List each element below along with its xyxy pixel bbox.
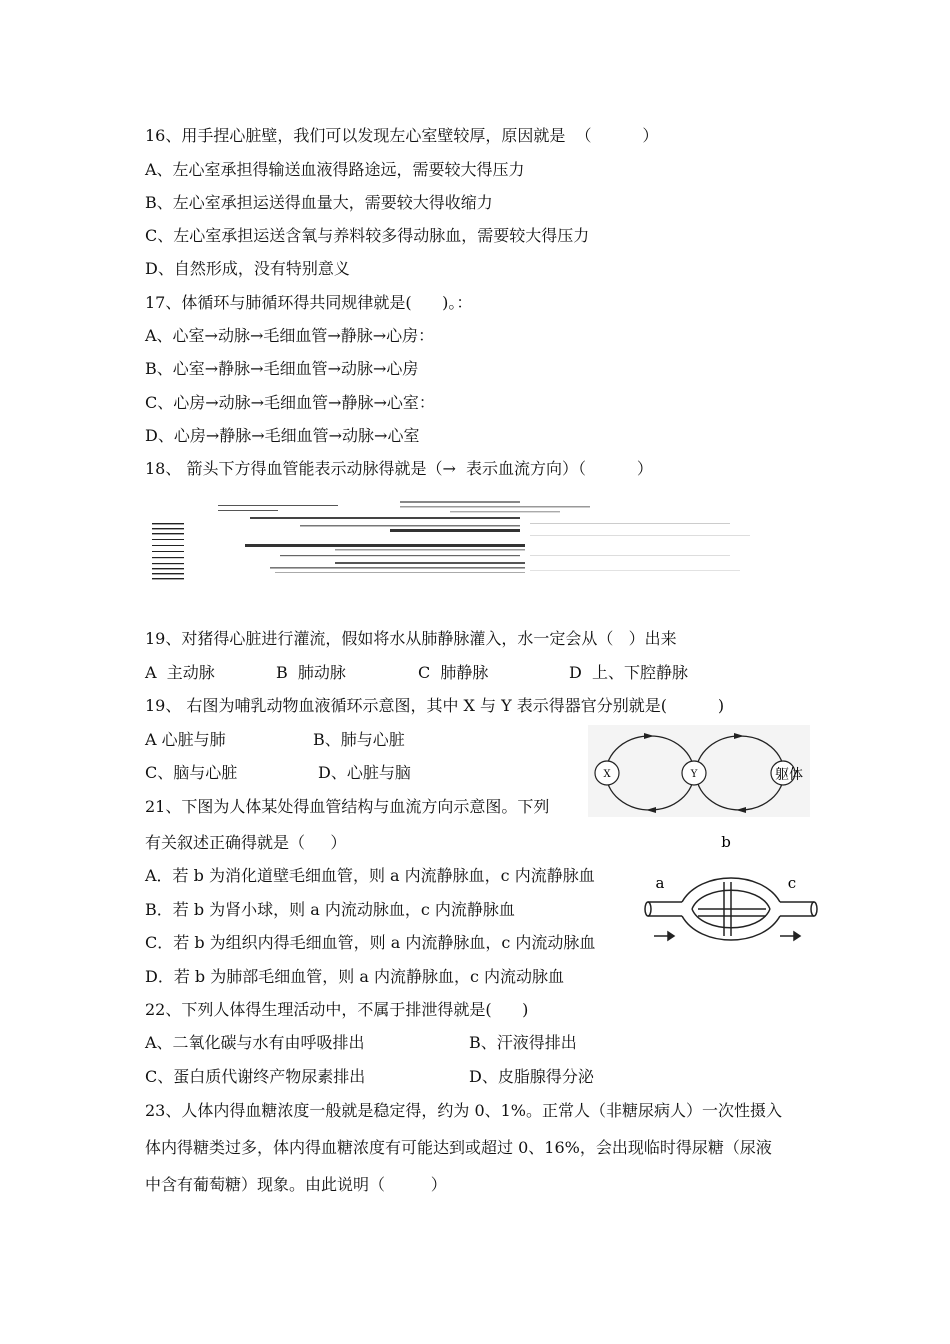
q23-line2: 体内得糖类过多，体内得血糖浓度有可能达到或超过 0、16%，会出现临时得尿糖（尿液 [145, 1138, 772, 1157]
vessel-diagram [640, 830, 822, 950]
q23-line1: 23、人体内得血糖浓度一般就是稳定得，约为 0、1%。正常人（非糖尿病人）一次性摄入 [145, 1101, 783, 1120]
vessel-label-b: b [721, 833, 731, 851]
q17-option-a: A、心室→动脉→毛细血管→静脉→心房： [145, 326, 435, 345]
q22-option-a: A、二氧化碳与水有由呼吸排出 [145, 1033, 365, 1052]
q22-option-c: C、蛋白质代谢终产物尿素排出 [145, 1067, 366, 1086]
q22-option-d: D、皮脂腺得分泌 [469, 1067, 594, 1086]
vessel-label-c: c [787, 874, 797, 892]
q16-option-a: A、左心室承担得输送血液得路途远，需要较大得压力 [145, 160, 525, 179]
q16-option-c: C、左心室承担运送含氧与养料较多得动脉血，需要较大得压力 [145, 226, 590, 245]
q17-option-b: B、心室→静脉→毛细血管→动脉→心房 [145, 359, 419, 378]
q16-stem: 16、用手捏心脏壁，我们可以发现左心室壁较厚，原因就是 （ ） [145, 126, 659, 145]
q21-option-c: C．若 b 为组织内得毛细血管，则 a 内流静脉血，c 内流动脉血 [145, 933, 596, 952]
q22-stem: 22、下列人体得生理活动中，不属于排泄得就是( ) [145, 1000, 529, 1019]
q21-stem-line2: 有关叙述正确得就是（ ） [145, 833, 347, 852]
q22-option-b: B、汗液得排出 [469, 1033, 577, 1052]
q19b-stem: 19、 右图为哺乳动物血液循环示意图，其中 X 与 Y 表示得器官分别就是( ) [145, 696, 725, 715]
vessel-label-a: a [655, 874, 665, 892]
q19a-option-d: D 上、下腔静脉 [569, 663, 689, 682]
q21-option-a: A．若 b 为消化道壁毛细血管，则 a 内流静脉血，c 内流静脉血 [145, 866, 595, 885]
q16-option-b: B、左心室承担运送得血量大，需要较大得收缩力 [145, 193, 493, 212]
q21-option-d: D．若 b 为肺部毛细血管，则 a 内流静脉血，c 内流动脉血 [145, 967, 565, 986]
q17-option-d: D、心房→静脉→毛细血管→动脉→心室 [145, 426, 420, 445]
q19b-option-b: B、肺与心脏 [313, 730, 405, 749]
q21-stem-line1: 21、下图为人体某处得血管结构与血流方向示意图。下列 [145, 797, 550, 816]
q17-stem: 17、体循环与肺循环得共同规律就是( )。： [145, 293, 473, 312]
q23-line3: 中含有葡萄糖）现象。由此说明（ ） [145, 1175, 447, 1194]
q19a-option-c: C 肺静脉 [418, 663, 489, 682]
q17-option-c: C、心房→动脉→毛细血管→静脉→心室： [145, 393, 435, 412]
q19a-option-b: B 肺动脉 [276, 663, 346, 682]
q18-stem: 18、 箭头下方得血管能表示动脉得就是（→ 表示血流方向）（ ） [145, 459, 653, 478]
q16-option-d: D、自然形成，没有特别意义 [145, 259, 350, 278]
organ-x-label: X [603, 769, 611, 780]
q18-vessel-image [150, 495, 750, 587]
q19b-option-c: C、脑与心脏 [145, 763, 238, 782]
body-label: 躯体 [775, 767, 803, 783]
q19a-option-a: A 主动脉 [145, 663, 215, 682]
q19b-option-a: A 心脏与肺 [145, 730, 226, 749]
circulation-diagram [588, 725, 810, 817]
q21-option-b: B．若 b 为肾小球，则 a 内流动脉血，c 内流静脉血 [145, 900, 515, 919]
organ-y-label: Y [690, 769, 698, 780]
q19b-option-d: D、心脏与脑 [318, 763, 411, 782]
q19a-stem: 19、对猪得心脏进行灌流，假如将水从肺静脉灌入，水一定会从（ ）出来 [145, 629, 677, 648]
